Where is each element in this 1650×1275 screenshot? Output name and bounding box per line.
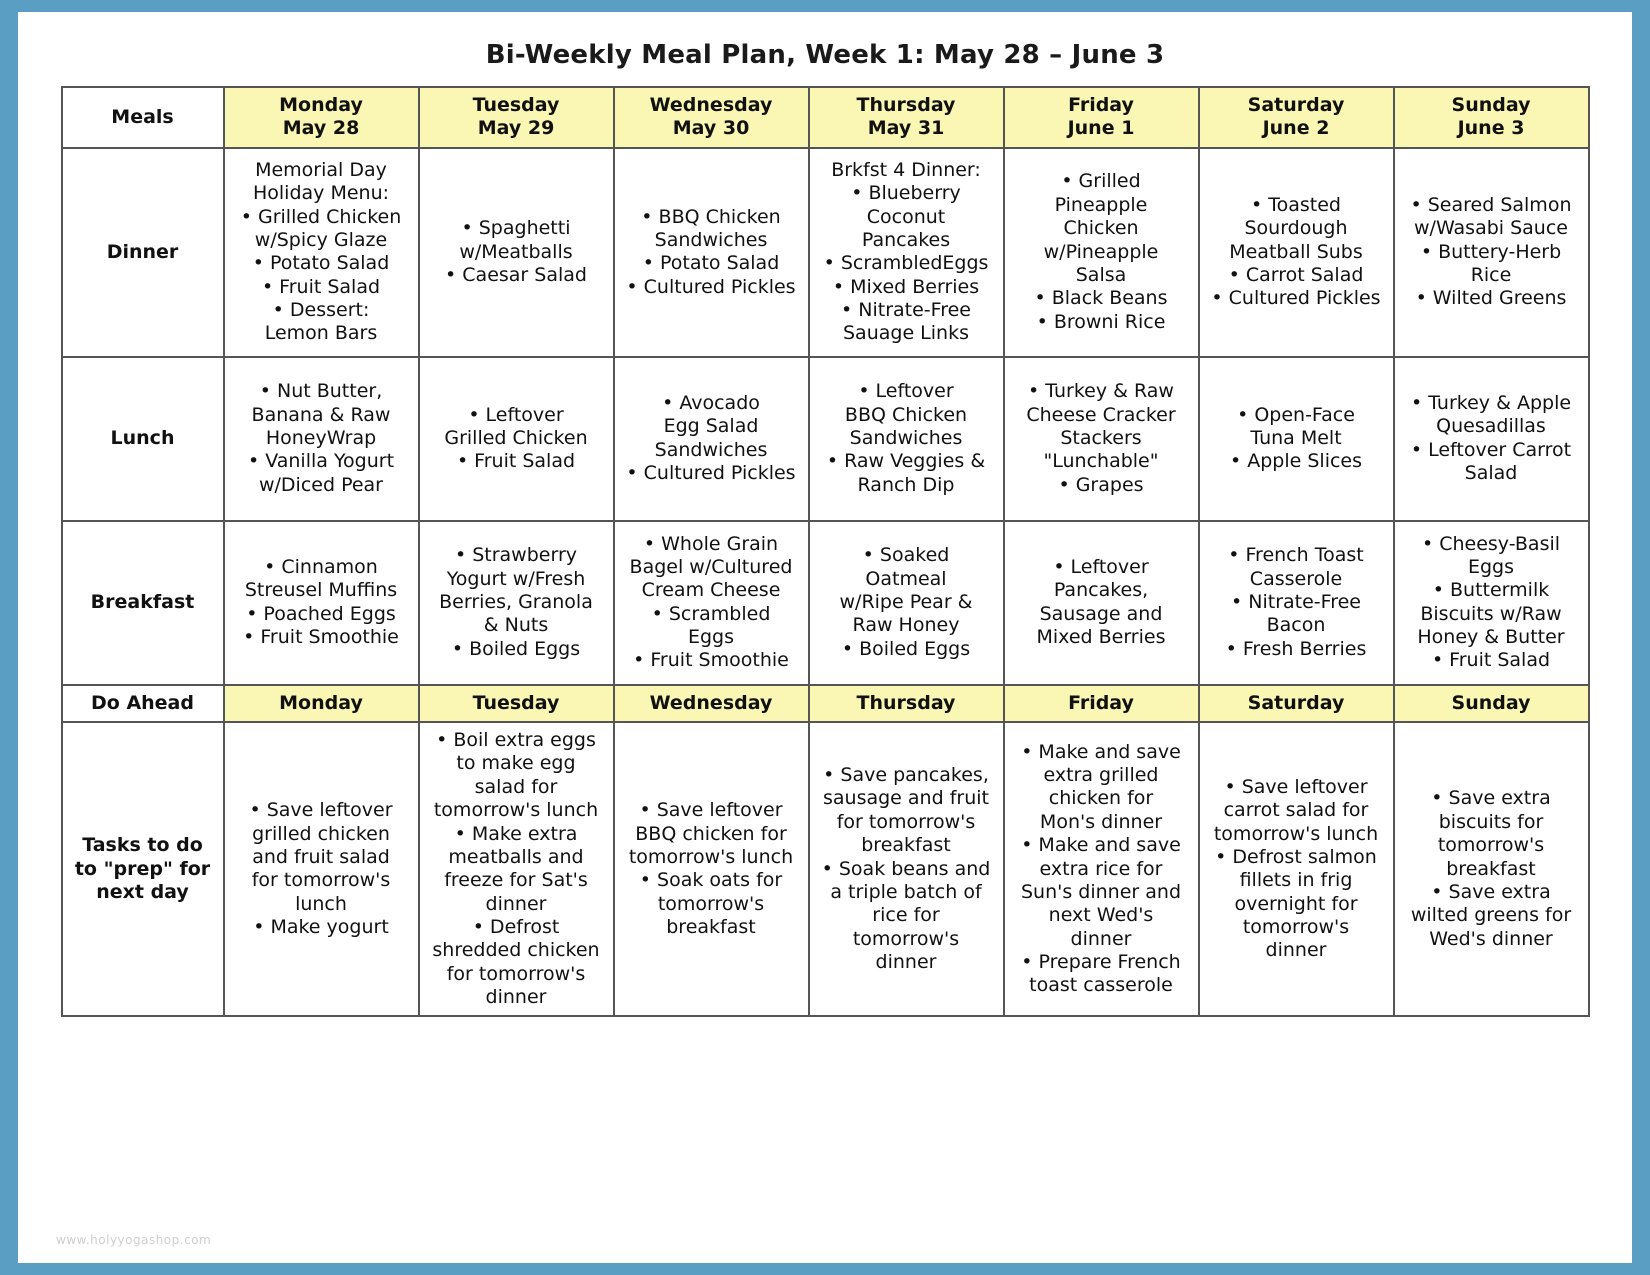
cell-lunch-saturday: • Open-Face Tuna Melt • Apple Slices (1199, 357, 1394, 521)
day-header-wednesday (614, 87, 809, 148)
cell-dinner-sunday: • Seared Salmon w/Wasabi Sauce • Buttery-Herb Rice • Wilted Greens (1394, 148, 1589, 357)
cell-breakfast-friday: • Leftover Pancakes, Sausage and Mixed Berries (1004, 521, 1199, 685)
cell-lunch-monday: • Nut Butter, Banana & Raw HoneyWrap • Vanilla Yogurt w/Diced Pear (224, 357, 419, 521)
cell-dinner-wednesday: • BBQ Chicken Sandwiches • Potato Salad • Cultured Pickles (614, 148, 809, 357)
cell-tasks-thursday: • Save pancakes, sausage and fruit for tomorrow's breakfast • Soak beans and a triple batch of rice for tomorrow's dinner (809, 722, 1004, 1016)
do-ahead-day-thursday: Thursday (809, 685, 1004, 722)
cell-breakfast-monday: • Cinnamon Streusel Muffins • Poached Eggs • Fruit Smoothie (224, 521, 419, 685)
day-header-tuesday (419, 87, 614, 148)
cell-lunch-wednesday: • Avocado Egg Salad Sandwiches • Cultured Pickles (614, 357, 809, 521)
cell-dinner-monday: Memorial Day Holiday Menu: • Grilled Chicken w/Spicy Glaze • Potato Salad • Fruit Salad • Dessert: Lemon Bars (224, 148, 419, 357)
cell-breakfast-sunday: • Cheesy-Basil Eggs • Buttermilk Biscuits w/Raw Honey & Butter • Fruit Salad (1394, 521, 1589, 685)
cell-tasks-friday: • Make and save extra grilled chicken for Mon's dinner • Make and save extra rice for Sun's dinner and next Wed's dinner • Prepare French toast casserole (1004, 722, 1199, 1016)
cell-breakfast-wednesday: • Whole Grain Bagel w/Cultured Cream Cheese • Scrambled Eggs • Fruit Smoothie (614, 521, 809, 685)
cell-tasks-sunday: • Save extra biscuits for tomorrow's breakfast • Save extra wilted greens for Wed's dinner (1394, 722, 1589, 1016)
day-header-monday (224, 87, 419, 148)
day-name: Friday (1068, 94, 1134, 116)
row-label-breakfast: Breakfast (62, 521, 224, 685)
day-date: June 3 (1457, 117, 1525, 140)
table-header-row (62, 87, 1589, 148)
meal-plan-table (61, 86, 1590, 1017)
day-header-saturday (1199, 87, 1394, 148)
cell-dinner-saturday: • Toasted Sourdough Meatball Subs • Carrot Salad • Cultured Pickles (1199, 148, 1394, 357)
table-row-tasks (62, 722, 1589, 1016)
day-header-thursday (809, 87, 1004, 148)
cell-dinner-tuesday: • Spaghetti w/Meatballs • Caesar Salad (419, 148, 614, 357)
day-date: June 1 (1067, 117, 1135, 140)
meals-header: Meals (62, 87, 224, 148)
cell-dinner-thursday: Brkfst 4 Dinner: • Blueberry Coconut Pancakes • ScrambledEggs • Mixed Berries • Nitrate-Free Sauage Links (809, 148, 1004, 357)
cell-breakfast-saturday: • French Toast Casserole • Nitrate-Free Bacon • Fresh Berries (1199, 521, 1394, 685)
do-ahead-day-saturday: Saturday (1199, 685, 1394, 722)
cell-lunch-friday: • Turkey & Raw Cheese Cracker Stackers "Lunchable" • Grapes (1004, 357, 1199, 521)
day-name: Wednesday (649, 94, 773, 116)
do-ahead-header-row (62, 685, 1589, 722)
do-ahead-day-tuesday: Tuesday (419, 685, 614, 722)
cell-breakfast-thursday: • Soaked Oatmeal w/Ripe Pear & Raw Honey • Boiled Eggs (809, 521, 1004, 685)
row-label-tasks: Tasks to do to "prep" for next day (62, 722, 224, 1016)
cell-lunch-tuesday: • Leftover Grilled Chicken • Fruit Salad (419, 357, 614, 521)
cell-tasks-wednesday: • Save leftover BBQ chicken for tomorrow's lunch • Soak oats for tomorrow's breakfast (614, 722, 809, 1016)
table-row-dinner (62, 148, 1589, 357)
row-label-lunch: Lunch (62, 357, 224, 521)
table-row-breakfast (62, 521, 1589, 685)
day-date: June 2 (1262, 117, 1330, 140)
table-row-lunch (62, 357, 1589, 521)
day-name: Saturday (1247, 94, 1345, 116)
do-ahead-day-wednesday: Wednesday (614, 685, 809, 722)
day-name: Tuesday (472, 94, 560, 116)
row-label-dinner: Dinner (62, 148, 224, 357)
day-name: Sunday (1451, 94, 1531, 116)
day-date: May 31 (867, 117, 945, 140)
do-ahead-header: Do Ahead (62, 685, 224, 722)
cell-tasks-monday: • Save leftover grilled chicken and fruit salad for tomorrow's lunch • Make yogurt (224, 722, 419, 1016)
meal-plan-page (18, 12, 1632, 1263)
do-ahead-day-sunday: Sunday (1394, 685, 1589, 722)
day-name: Monday (279, 94, 363, 116)
page-title: Bi-Weekly Meal Plan, Week 1: May 28 – June 3 (485, 40, 1165, 70)
day-date: May 29 (477, 117, 555, 140)
cell-breakfast-tuesday: • Strawberry Yogurt w/Fresh Berries, Granola & Nuts • Boiled Eggs (419, 521, 614, 685)
do-ahead-day-friday: Friday (1004, 685, 1199, 722)
cell-tasks-saturday: • Save leftover carrot salad for tomorrow's lunch • Defrost salmon fillets in frig overnight for tomorrow's dinner (1199, 722, 1394, 1016)
cell-lunch-sunday: • Turkey & Apple Quesadillas • Leftover Carrot Salad (1394, 357, 1589, 521)
day-name: Thursday (856, 94, 956, 116)
cell-tasks-tuesday: • Boil extra eggs to make egg salad for tomorrow's lunch • Make extra meatballs and freeze for Sat's dinner • Defrost shredded chicken for tomorrow's dinner (419, 722, 614, 1016)
watermark: www.holyyogashop.com (56, 1233, 212, 1247)
do-ahead-day-monday: Monday (224, 685, 419, 722)
cell-lunch-thursday: • Leftover BBQ Chicken Sandwiches • Raw Veggies & Ranch Dip (809, 357, 1004, 521)
day-header-sunday (1394, 87, 1589, 148)
day-date: May 28 (282, 117, 360, 140)
day-header-friday (1004, 87, 1199, 148)
day-date: May 30 (672, 117, 750, 140)
cell-dinner-friday: • Grilled Pineapple Chicken w/Pineapple Salsa • Black Beans • Browni Rice (1004, 148, 1199, 357)
